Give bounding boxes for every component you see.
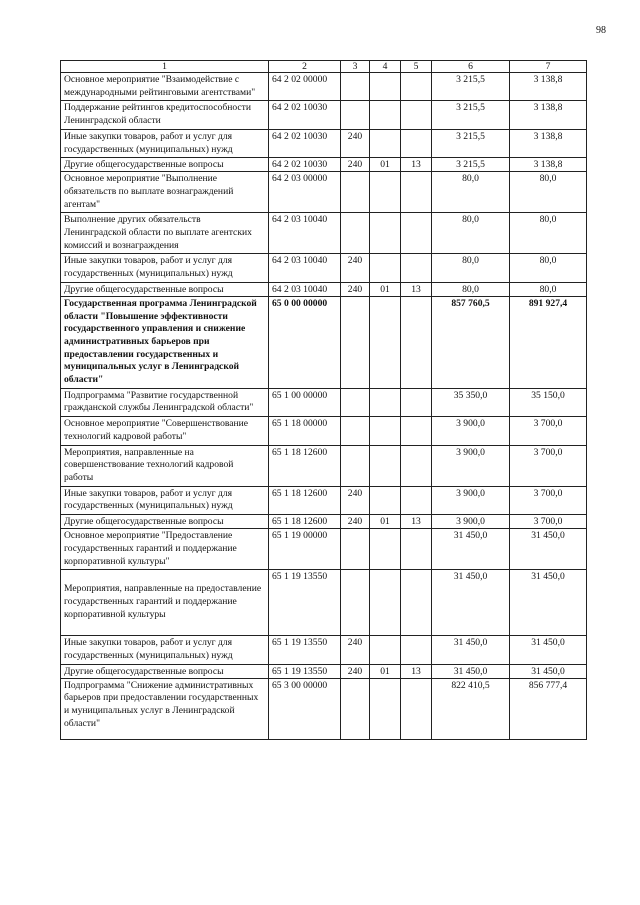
table-row <box>61 296 587 388</box>
amount-col-7-cell: 80,0 <box>510 172 587 213</box>
expense-type-cell: 240 <box>341 282 370 296</box>
table-row <box>61 172 587 213</box>
expense-type-cell <box>341 296 370 388</box>
amount-col-6-cell: 3 900,0 <box>432 515 510 529</box>
subsection-cell <box>401 388 432 416</box>
section-cell <box>370 486 401 514</box>
section-cell <box>370 254 401 282</box>
target-code-cell: 65 1 18 12600 <box>269 445 341 486</box>
table-body <box>61 73 587 740</box>
header-col-2: 2 <box>269 61 341 73</box>
table-row <box>61 417 587 445</box>
item-name-cell: Другие общегосударственные вопросы <box>61 515 269 529</box>
item-name-cell: Другие общегосударственные вопросы <box>61 282 269 296</box>
amount-col-7-cell: 31 450,0 <box>510 529 587 570</box>
table-row <box>61 529 587 570</box>
amount-col-6-cell: 3 215,5 <box>432 158 510 172</box>
target-code-cell: 64 2 03 10040 <box>269 254 341 282</box>
amount-col-6-cell: 3 900,0 <box>432 445 510 486</box>
table-row <box>61 129 587 157</box>
item-name-cell: Поддержание рейтингов кредитоспособности Ленинградской области <box>61 101 269 129</box>
expense-type-cell: 240 <box>341 515 370 529</box>
item-name-cell: Другие общегосударственные вопросы <box>61 158 269 172</box>
subsection-cell <box>401 636 432 664</box>
amount-col-6-cell: 31 450,0 <box>432 664 510 678</box>
table-row <box>61 158 587 172</box>
subsection-cell <box>401 417 432 445</box>
subsection-cell: 13 <box>401 664 432 678</box>
amount-col-7-cell: 31 450,0 <box>510 570 587 636</box>
amount-col-6-cell: 80,0 <box>432 213 510 254</box>
table-row <box>61 101 587 129</box>
subsection-cell <box>401 678 432 739</box>
expense-type-cell: 240 <box>341 636 370 664</box>
expense-type-cell: 240 <box>341 486 370 514</box>
target-code-cell: 65 1 19 13550 <box>269 636 341 664</box>
target-code-cell: 65 1 18 00000 <box>269 417 341 445</box>
target-code-cell: 65 1 18 12600 <box>269 486 341 514</box>
target-code-cell: 65 1 19 00000 <box>269 529 341 570</box>
target-code-cell: 65 3 00 00000 <box>269 678 341 739</box>
subsection-cell <box>401 101 432 129</box>
section-cell <box>370 172 401 213</box>
target-code-cell: 64 2 02 00000 <box>269 73 341 101</box>
amount-col-6-cell: 31 450,0 <box>432 570 510 636</box>
amount-col-6-cell: 3 215,5 <box>432 73 510 101</box>
subsection-cell <box>401 486 432 514</box>
item-name-cell: Основное мероприятие "Совершенствование технологий кадровой работы" <box>61 417 269 445</box>
target-code-cell: 64 2 02 10030 <box>269 129 341 157</box>
expense-type-cell <box>341 445 370 486</box>
item-name-cell: Основное мероприятие "Выполнение обязательств по выплате вознаграждений агентам" <box>61 172 269 213</box>
expense-type-cell: 240 <box>341 254 370 282</box>
section-cell <box>370 388 401 416</box>
subsection-cell <box>401 172 432 213</box>
subsection-cell <box>401 570 432 636</box>
amount-col-7-cell: 3 138,8 <box>510 158 587 172</box>
expense-type-cell: 240 <box>341 664 370 678</box>
target-code-cell: 65 0 00 00000 <box>269 296 341 388</box>
subsection-cell <box>401 296 432 388</box>
expense-type-cell <box>341 388 370 416</box>
item-name-cell: Основное мероприятие "Взаимодействие с международными рейтинговыми агентствами" <box>61 73 269 101</box>
item-name-cell: Иные закупки товаров, работ и услуг для государственных (муниципальных) нужд <box>61 129 269 157</box>
item-name-cell: Иные закупки товаров, работ и услуг для государственных (муниципальных) нужд <box>61 254 269 282</box>
expense-type-cell <box>341 417 370 445</box>
item-name-cell: Мероприятия, направленные на предоставление государственных гарантий и поддержание корпоративной культуры <box>61 570 269 636</box>
amount-col-6-cell: 31 450,0 <box>432 636 510 664</box>
amount-col-7-cell: 3 700,0 <box>510 445 587 486</box>
amount-col-6-cell: 35 350,0 <box>432 388 510 416</box>
section-cell <box>370 570 401 636</box>
amount-col-6-cell: 80,0 <box>432 254 510 282</box>
table-row <box>61 73 587 101</box>
amount-col-6-cell: 3 215,5 <box>432 129 510 157</box>
target-code-cell: 65 1 19 13550 <box>269 664 341 678</box>
amount-col-7-cell: 31 450,0 <box>510 664 587 678</box>
amount-col-7-cell: 31 450,0 <box>510 636 587 664</box>
expense-type-cell: 240 <box>341 158 370 172</box>
page-number: 98 <box>596 25 606 36</box>
subsection-cell: 13 <box>401 158 432 172</box>
subsection-cell <box>401 129 432 157</box>
amount-col-7-cell: 891 927,4 <box>510 296 587 388</box>
section-cell <box>370 296 401 388</box>
table-row <box>61 486 587 514</box>
amount-col-7-cell: 3 138,8 <box>510 73 587 101</box>
section-cell <box>370 445 401 486</box>
target-code-cell: 65 1 18 12600 <box>269 515 341 529</box>
amount-col-6-cell: 3 900,0 <box>432 486 510 514</box>
section-cell <box>370 73 401 101</box>
table-row <box>61 445 587 486</box>
subsection-cell <box>401 254 432 282</box>
amount-col-7-cell: 3 700,0 <box>510 515 587 529</box>
subsection-cell <box>401 213 432 254</box>
target-code-cell: 65 1 00 00000 <box>269 388 341 416</box>
section-cell <box>370 129 401 157</box>
subsection-cell: 13 <box>401 282 432 296</box>
item-name-cell: Иные закупки товаров, работ и услуг для государственных (муниципальных) нужд <box>61 636 269 664</box>
table-row <box>61 664 587 678</box>
amount-col-6-cell: 80,0 <box>432 282 510 296</box>
amount-col-7-cell: 856 777,4 <box>510 678 587 739</box>
item-name-cell: Подпрограмма "Снижение административных барьеров при предоставлении государственных и муниципальных услуг в Ленинградской области" <box>61 678 269 739</box>
target-code-cell: 64 2 02 10030 <box>269 158 341 172</box>
header-col-6: 6 <box>432 61 510 73</box>
header-col-5: 5 <box>401 61 432 73</box>
header-col-4: 4 <box>370 61 401 73</box>
amount-col-7-cell: 80,0 <box>510 254 587 282</box>
subsection-cell: 13 <box>401 515 432 529</box>
amount-col-6-cell: 80,0 <box>432 172 510 213</box>
table-row <box>61 515 587 529</box>
section-cell: 01 <box>370 515 401 529</box>
section-cell: 01 <box>370 664 401 678</box>
expense-type-cell <box>341 101 370 129</box>
amount-col-7-cell: 80,0 <box>510 213 587 254</box>
item-name-cell: Основное мероприятие "Предоставление государственных гарантий и поддержание корпоративной культуры" <box>61 529 269 570</box>
item-name-cell: Подпрограмма "Развитие государственной гражданской службы Ленинградской области" <box>61 388 269 416</box>
item-name-cell: Государственная программа Ленинградской области "Повышение эффективности государственного управления и снижение административных барьеров при предоставлении государственных и муниципальных услуг в Ленинградской области" <box>61 296 269 388</box>
amount-col-7-cell: 3 138,8 <box>510 101 587 129</box>
expense-type-cell <box>341 678 370 739</box>
table-row <box>61 213 587 254</box>
table-row <box>61 636 587 664</box>
expense-type-cell <box>341 570 370 636</box>
amount-col-7-cell: 3 700,0 <box>510 417 587 445</box>
target-code-cell: 64 2 03 10040 <box>269 213 341 254</box>
target-code-cell: 64 2 03 00000 <box>269 172 341 213</box>
item-name-cell: Иные закупки товаров, работ и услуг для государственных (муниципальных) нужд <box>61 486 269 514</box>
amount-col-6-cell: 822 410,5 <box>432 678 510 739</box>
budget-table <box>60 60 587 740</box>
target-code-cell: 64 2 02 10030 <box>269 101 341 129</box>
table-row <box>61 388 587 416</box>
amount-col-6-cell: 31 450,0 <box>432 529 510 570</box>
expense-type-cell <box>341 529 370 570</box>
section-cell: 01 <box>370 282 401 296</box>
section-cell <box>370 529 401 570</box>
amount-col-7-cell: 80,0 <box>510 282 587 296</box>
header-col-1: 1 <box>61 61 269 73</box>
expense-type-cell: 240 <box>341 129 370 157</box>
amount-col-7-cell: 3 700,0 <box>510 486 587 514</box>
section-cell <box>370 213 401 254</box>
subsection-cell <box>401 529 432 570</box>
table-row <box>61 282 587 296</box>
section-cell <box>370 417 401 445</box>
table-row <box>61 570 587 636</box>
expense-type-cell <box>341 73 370 101</box>
header-col-3: 3 <box>341 61 370 73</box>
target-code-cell: 64 2 03 10040 <box>269 282 341 296</box>
section-cell <box>370 636 401 664</box>
amount-col-7-cell: 35 150,0 <box>510 388 587 416</box>
amount-col-6-cell: 3 900,0 <box>432 417 510 445</box>
subsection-cell <box>401 445 432 486</box>
amount-col-6-cell: 3 215,5 <box>432 101 510 129</box>
expense-type-cell <box>341 213 370 254</box>
amount-col-6-cell: 857 760,5 <box>432 296 510 388</box>
table-row <box>61 254 587 282</box>
target-code-cell: 65 1 19 13550 <box>269 570 341 636</box>
item-name-cell: Выполнение других обязательств Ленинградской области по выплате агентских комиссий и вознаграждения <box>61 213 269 254</box>
item-name-cell: Мероприятия, направленные на совершенствование технологий кадровой работы <box>61 445 269 486</box>
section-cell <box>370 101 401 129</box>
header-col-7: 7 <box>510 61 587 73</box>
section-cell <box>370 678 401 739</box>
amount-col-7-cell: 3 138,8 <box>510 129 587 157</box>
subsection-cell <box>401 73 432 101</box>
section-cell: 01 <box>370 158 401 172</box>
item-name-cell: Другие общегосударственные вопросы <box>61 664 269 678</box>
table-row <box>61 678 587 739</box>
table-header-row <box>61 61 587 73</box>
expense-type-cell <box>341 172 370 213</box>
